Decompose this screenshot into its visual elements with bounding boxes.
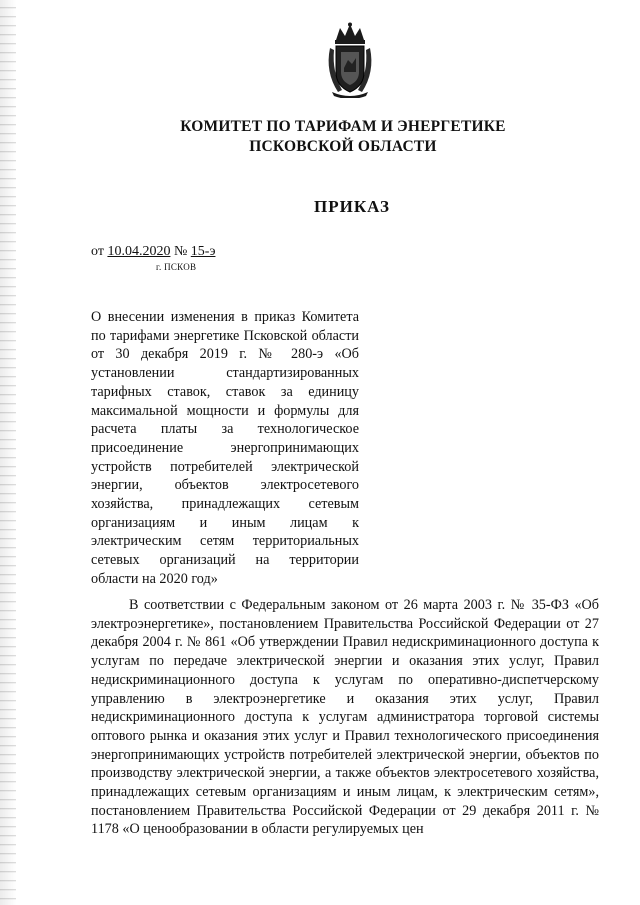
order-date-number <box>91 244 215 260</box>
date-prefix: от <box>91 244 104 259</box>
document-type-title: ПРИКАЗ <box>314 197 390 216</box>
order-date: 10.04.2020 <box>107 244 171 259</box>
committee-name-line1: КОМИТЕТ ПО ТАРИФАМ И ЭНЕРГЕТИКЕ <box>180 118 506 135</box>
pskov-coat-of-arms-icon <box>324 22 376 98</box>
order-number: 15-э <box>190 244 216 259</box>
order-subject: О внесении изменения в приказ Комитета по тарифами энергетике Псковской области от 30 декабря 2019 г. № 280-э «Об установлении стандартизированных тарифных ставок, ставок за единицу максимальной мощности и формулы для расчета платы за технологическое присоединение энергопринимающих устройств потребителей электрической энергии, объектов электросетевого хозяйства, принадлежащих сетевым организациям и иным лицам к электрическим сетям территориальных сетевых организаций на территории области на 2020 год» <box>91 309 359 587</box>
order-body-paragraph: В соответствии с Федеральным законом от 26 марта 2003 г. № 35-ФЗ «Об электроэнергетике», постановлением Правительства Российской Федерации от 27 декабря 2004 г. № 861 «Об утверждении Правил недискриминационного доступа к услугам по передаче электрической энергии и оказания этих услуг, Правил недискриминационного доступа к услугам по оперативно-диспетчерскому управлению в электроэнергетике и оказания этих услуг, Правил недискриминационного доступа к услугам администратора торговой системы оптового рынка и оказания этих услуг и Правил технологического присоединения энергопринимающих устройств потребителей электрической энергии, объектов по производству электрической энергии, а также объектов электросетевого хозяйства, принадлежащих сетевым организациям и иным лицам, к электрическим сетям», постановлением Правительства Российской Федерации от 29 декабря 2011 г. № 1178 «О ценообразовании в области регулируемых цен <box>91 597 599 838</box>
number-sign: № <box>173 244 188 259</box>
committee-name-line2: ПСКОВСКОЙ ОБЛАСТИ <box>249 138 437 155</box>
committee-header <box>0 117 640 157</box>
city-label: г. ПСКОВ <box>156 262 197 272</box>
